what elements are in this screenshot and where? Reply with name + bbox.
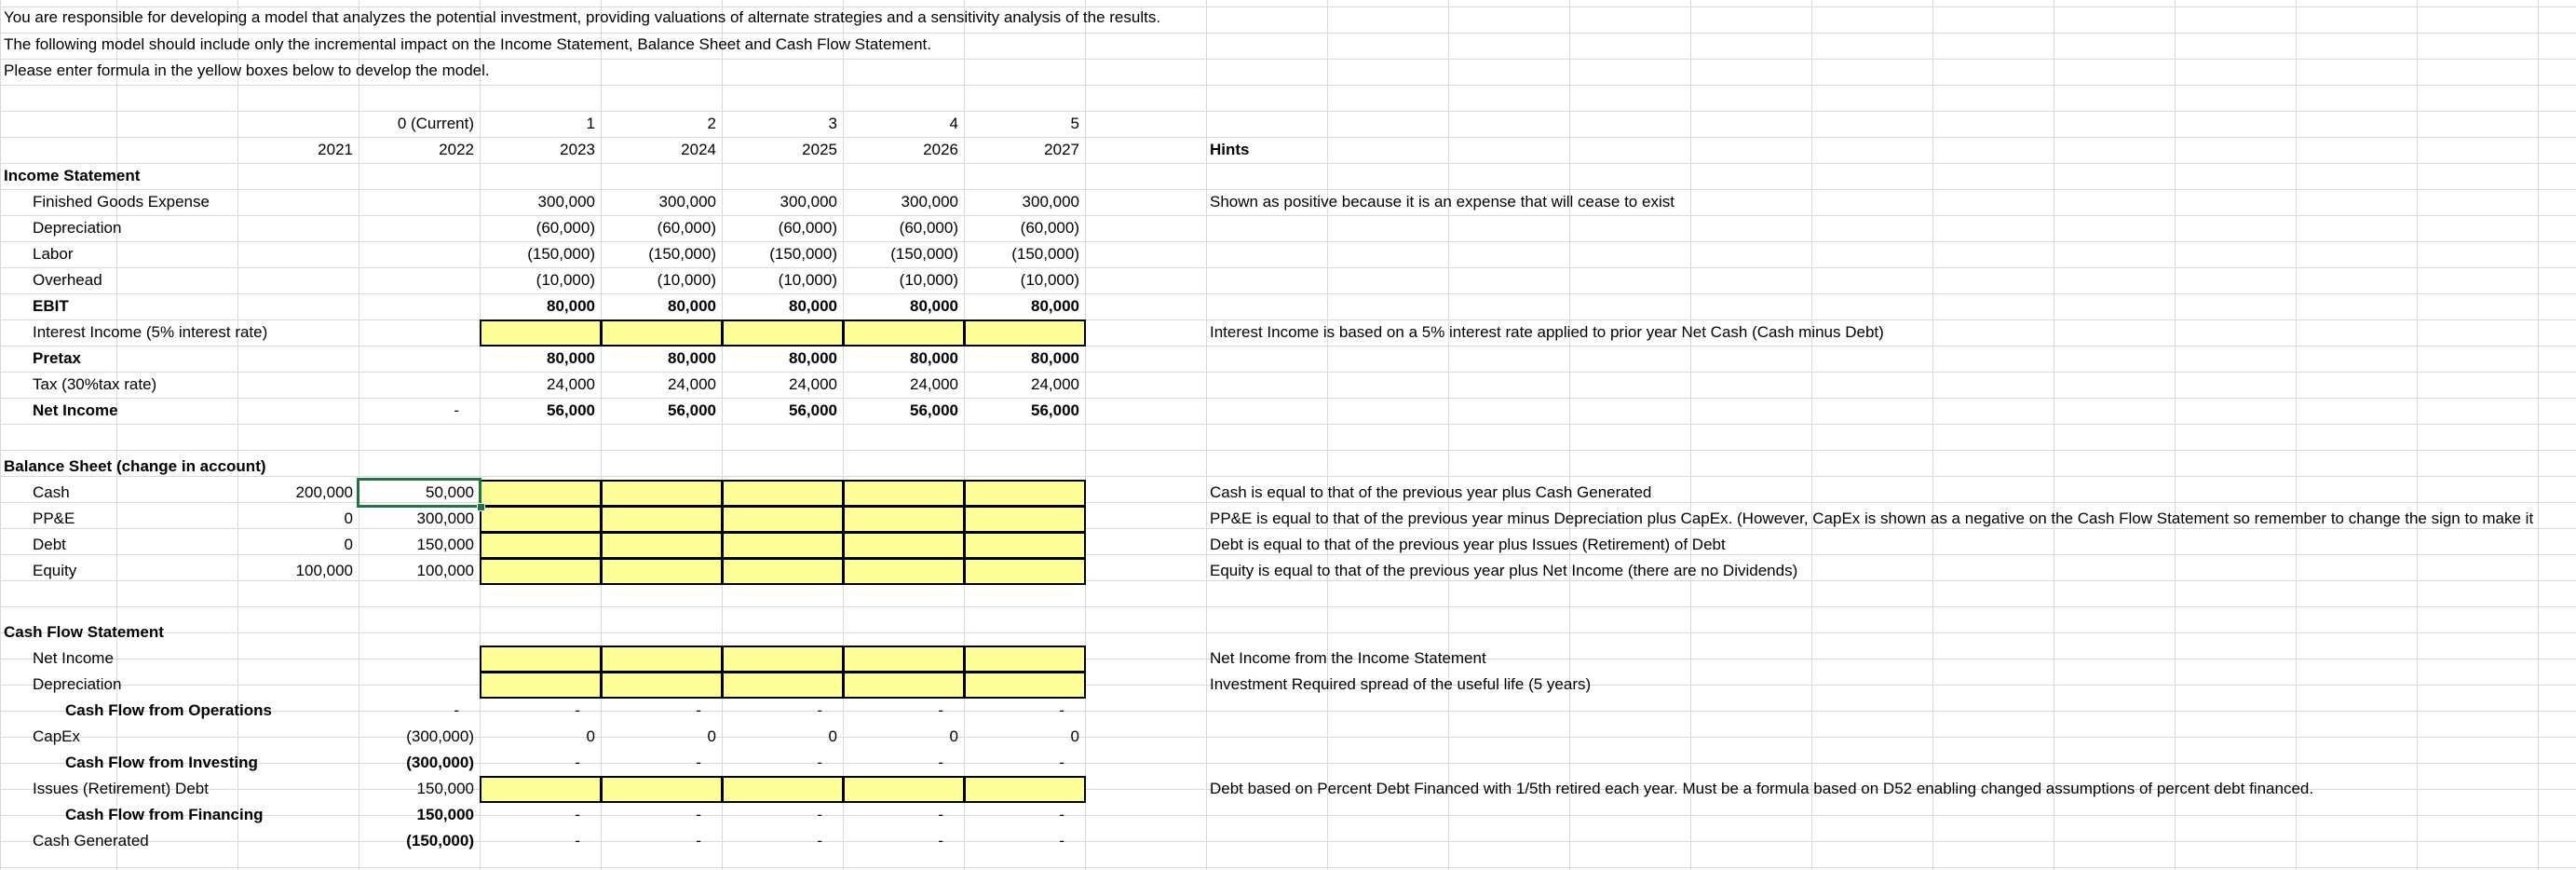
gridline-horizontal (0, 867, 2576, 868)
cell-value[interactable]: 24,000 (668, 375, 716, 393)
cell-value[interactable]: (10,000) (657, 271, 716, 289)
period-label-4: 4 (949, 115, 958, 132)
intro-line-2: The following model should include only the incremental impact on the Income Statement, Balance Sheet and Cash Flow Statement. (4, 35, 932, 53)
input-ppe-cell[interactable] (843, 506, 965, 533)
cell-value[interactable]: 24,000 (910, 375, 958, 393)
input-debt-cell[interactable] (601, 532, 723, 559)
row-label-cf-net-income: Net Income (33, 649, 114, 667)
cell-value[interactable]: 80,000 (547, 297, 595, 315)
cell-value[interactable]: (10,000) (899, 271, 958, 289)
input-cash-cell[interactable] (964, 480, 1086, 507)
cell-value[interactable]: 56,000 (1031, 401, 1079, 419)
row-label-cf-operations: Cash Flow from Operations (65, 701, 272, 719)
year-2022: 2022 (439, 141, 474, 158)
cell-value[interactable]: - (817, 832, 822, 850)
cell-value[interactable]: 24,000 (789, 375, 837, 393)
gridline-horizontal (0, 476, 2576, 477)
input-interest-income-cell[interactable] (722, 319, 844, 347)
cell-value[interactable]: - (817, 701, 822, 719)
cell-value[interactable]: 300,000 (1022, 193, 1079, 211)
row-label-pretax: Pretax (33, 349, 81, 367)
input-cf-depreciation-cell[interactable] (843, 672, 965, 699)
gridline-horizontal (0, 606, 2576, 607)
cell-value[interactable]: 80,000 (668, 297, 716, 315)
input-equity-cell[interactable] (601, 558, 723, 585)
active-cell-selection[interactable] (357, 478, 481, 508)
gridline-vertical (2417, 0, 2418, 870)
cell-value[interactable]: 300,000 (658, 193, 716, 211)
hint-cf-depreciation: Investment Required spread of the useful life (5 years) (1210, 675, 1592, 693)
cell-value[interactable]: 56,000 (789, 401, 837, 419)
row-label-cf-investing: Cash Flow from Investing (65, 754, 258, 771)
row-label-issues-debt: Issues (Retirement) Debt (33, 780, 209, 797)
hint-issues-debt: Debt based on Percent Debt Financed with 1/5th retired each year. Must be a formula based on D52 enabling changed assumptions of percent debt financed. (1210, 780, 2314, 797)
cell-value[interactable]: - (454, 701, 459, 719)
cell-value[interactable]: (150,000) (890, 245, 958, 263)
gridline-vertical (1448, 0, 1449, 870)
hints-header: Hints (1210, 141, 1250, 158)
cell-value[interactable]: (60,000) (1020, 219, 1079, 237)
input-cash-cell[interactable] (843, 480, 965, 507)
input-interest-income-cell[interactable] (964, 319, 1086, 347)
input-debt-cell[interactable] (722, 532, 844, 559)
gridline-horizontal (0, 372, 2576, 373)
cell-value[interactable]: - (696, 754, 701, 771)
cell-value[interactable]: - (454, 401, 459, 419)
cell-value[interactable]: 0 (949, 727, 958, 745)
input-equity-cell[interactable] (722, 558, 844, 585)
year-2023: 2023 (560, 141, 595, 158)
cell-value[interactable]: 50,000 (426, 483, 474, 501)
cell-value[interactable]: 100,000 (416, 562, 474, 579)
cell-value[interactable]: - (938, 701, 943, 719)
cell-value[interactable]: 56,000 (547, 401, 595, 419)
input-interest-income-cell[interactable] (480, 319, 602, 347)
input-equity-cell[interactable] (843, 558, 965, 585)
year-2026: 2026 (923, 141, 958, 158)
row-label-overhead: Overhead (33, 271, 102, 289)
period-label-2: 2 (707, 115, 716, 132)
cell-value[interactable]: 300,000 (901, 193, 958, 211)
cell-value[interactable]: (150,000) (527, 245, 595, 263)
gridline-horizontal (0, 241, 2576, 242)
hint-cf-net-income: Net Income from the Income Statement (1210, 649, 1486, 667)
row-label-cf-depreciation: Depreciation (33, 675, 122, 693)
year-2024: 2024 (681, 141, 716, 158)
gridline-horizontal (0, 163, 2576, 164)
row-label-labor: Labor (33, 245, 74, 263)
cell-value[interactable]: 150,000 (416, 806, 474, 823)
gridline-vertical (1327, 0, 1328, 870)
gridline-vertical (2175, 0, 2176, 870)
hint-finished-goods: Shown as positive because it is an expense that will cease to exist (1210, 193, 1674, 211)
cell-value[interactable]: - (817, 754, 822, 771)
input-issues-debt-cell[interactable] (843, 776, 965, 803)
cell-value[interactable]: - (696, 832, 701, 850)
cell-value[interactable]: 80,000 (668, 349, 716, 367)
cell-value[interactable]: - (817, 806, 822, 823)
cell-value[interactable]: 150,000 (416, 536, 474, 553)
cell-value[interactable]: (10,000) (778, 271, 837, 289)
input-ppe-cell[interactable] (964, 506, 1086, 533)
input-ppe-cell[interactable] (480, 506, 602, 533)
cell-value[interactable]: 0 (344, 536, 353, 553)
gridline-vertical (1811, 0, 1812, 870)
period-label-3: 3 (828, 115, 837, 132)
row-label-equity: Equity (33, 562, 77, 579)
input-equity-cell[interactable] (480, 558, 602, 585)
cell-value[interactable]: - (575, 806, 580, 823)
period-label-current: 0 (Current) (397, 115, 474, 132)
input-cf-net-income-cell[interactable] (601, 646, 723, 673)
year-2025: 2025 (802, 141, 837, 158)
input-cash-cell[interactable] (480, 480, 602, 507)
cell-value[interactable]: 24,000 (1031, 375, 1079, 393)
cell-value[interactable]: 100,000 (295, 562, 353, 579)
cell-value[interactable]: - (696, 701, 701, 719)
cell-value[interactable]: 24,000 (547, 375, 595, 393)
cell-value[interactable]: - (1059, 806, 1064, 823)
cell-value[interactable]: (60,000) (536, 219, 595, 237)
cell-value[interactable]: (300,000) (406, 754, 474, 771)
row-label-interest-income: Interest Income (5% interest rate) (33, 323, 268, 341)
input-cf-depreciation-cell[interactable] (601, 672, 723, 699)
input-cf-depreciation-cell[interactable] (964, 672, 1086, 699)
input-debt-cell[interactable] (480, 532, 602, 559)
input-interest-income-cell[interactable] (843, 319, 965, 347)
input-cash-cell[interactable] (601, 480, 723, 507)
cell-value[interactable]: 80,000 (1031, 349, 1079, 367)
cash-flow-title: Cash Flow Statement (4, 623, 164, 641)
gridline-horizontal (0, 424, 2576, 425)
gridline-horizontal (0, 267, 2576, 268)
row-label-ebit: EBIT (33, 297, 69, 315)
intro-line-1: You are responsible for developing a model that analyzes the potential investment, providing valuations of alternate strategies and a sensitivity analysis of the results. (4, 8, 1161, 26)
row-label-cash-generated: Cash Generated (33, 832, 149, 850)
cell-value[interactable]: 0 (707, 727, 716, 745)
intro-line-3: Please enter formula in the yellow boxes below to develop the model. (4, 61, 490, 79)
gridline-vertical (1206, 0, 1207, 870)
cell-value[interactable]: 0 (1070, 727, 1079, 745)
cell-value[interactable]: (60,000) (899, 219, 958, 237)
cell-value[interactable]: 80,000 (789, 297, 837, 315)
period-label-1: 1 (586, 115, 595, 132)
row-label-depreciation: Depreciation (33, 219, 122, 237)
cell-value[interactable]: (10,000) (1020, 271, 1079, 289)
input-issues-debt-cell[interactable] (601, 776, 723, 803)
hint-equity: Equity is equal to that of the previous year plus Net Income (there are no Dividends) (1210, 562, 1798, 579)
gridline-horizontal (0, 346, 2576, 347)
input-issues-debt-cell[interactable] (722, 776, 844, 803)
cell-value[interactable]: (60,000) (657, 219, 716, 237)
input-interest-income-cell[interactable] (601, 319, 723, 347)
gridline-vertical (1690, 0, 1691, 870)
input-cf-net-income-cell[interactable] (964, 646, 1086, 673)
cell-value[interactable]: 80,000 (547, 349, 595, 367)
cell-value[interactable]: 80,000 (1031, 297, 1079, 315)
gridline-vertical (2538, 0, 2539, 870)
row-label-tax: Tax (30%tax rate) (33, 375, 157, 393)
row-label-ppe: PP&E (33, 510, 75, 527)
input-equity-cell[interactable] (964, 558, 1086, 585)
gridline-horizontal (0, 215, 2576, 216)
cell-value[interactable]: 150,000 (416, 780, 474, 797)
row-label-capex: CapEx (33, 727, 81, 745)
gridline-horizontal (0, 85, 2576, 86)
period-label-5: 5 (1070, 115, 1079, 132)
cell-value[interactable]: (10,000) (536, 271, 595, 289)
year-2027: 2027 (1044, 141, 1079, 158)
year-2021: 2021 (318, 141, 353, 158)
input-issues-debt-cell[interactable] (964, 776, 1086, 803)
input-debt-cell[interactable] (964, 532, 1086, 559)
cell-value[interactable]: - (938, 832, 943, 850)
cell-value[interactable]: 300,000 (416, 510, 474, 527)
cell-value[interactable]: - (938, 754, 943, 771)
fill-handle[interactable] (477, 503, 485, 511)
gridline-vertical (2296, 0, 2297, 870)
input-cf-net-income-cell[interactable] (843, 646, 965, 673)
row-label-cf-financing: Cash Flow from Financing (65, 806, 264, 823)
cell-value[interactable]: - (1059, 754, 1064, 771)
cell-value[interactable]: (60,000) (778, 219, 837, 237)
hint-interest-income: Interest Income is based on a 5% interest rate applied to prior year Net Cash (Cash minus Debt) (1210, 323, 1884, 341)
balance-sheet-title: Balance Sheet (change in account) (4, 457, 266, 475)
cell-value[interactable]: 200,000 (295, 483, 353, 501)
cell-value[interactable]: 56,000 (668, 401, 716, 419)
input-cash-cell[interactable] (722, 480, 844, 507)
gridline-vertical (1085, 0, 1086, 870)
cell-value[interactable]: (150,000) (769, 245, 837, 263)
cell-value[interactable]: 0 (586, 727, 595, 745)
cell-value[interactable]: 56,000 (910, 401, 958, 419)
row-label-net-income: Net Income (33, 401, 118, 419)
input-cf-depreciation-cell[interactable] (722, 672, 844, 699)
cell-value[interactable]: - (575, 754, 580, 771)
input-debt-cell[interactable] (843, 532, 965, 559)
gridline-horizontal (0, 293, 2576, 294)
cell-value[interactable]: (150,000) (1011, 245, 1079, 263)
input-cf-depreciation-cell[interactable] (480, 672, 602, 699)
gridline-vertical (1932, 0, 1933, 870)
cell-value[interactable]: - (938, 806, 943, 823)
income-statement-title: Income Statement (4, 167, 141, 184)
cell-value[interactable]: (150,000) (648, 245, 716, 263)
cell-value[interactable]: 300,000 (537, 193, 595, 211)
gridline-vertical (1569, 0, 1570, 870)
cell-value[interactable]: - (1059, 701, 1064, 719)
cell-value[interactable]: 80,000 (789, 349, 837, 367)
gridline-horizontal (0, 632, 2576, 633)
input-issues-debt-cell[interactable] (480, 776, 602, 803)
row-label-cash: Cash (33, 483, 70, 501)
input-ppe-cell[interactable] (722, 506, 844, 533)
hint-ppe: PP&E is equal to that of the previous year minus Depreciation plus CapEx. (However, CapEx is shown as a negative on the Cash Flow Statement so remember to change the sign to make it (1210, 510, 2534, 527)
cell-value[interactable]: (300,000) (406, 727, 474, 745)
cell-value[interactable]: 0 (828, 727, 837, 745)
cell-value[interactable]: 80,000 (910, 349, 958, 367)
cell-value[interactable]: 80,000 (910, 297, 958, 315)
hint-debt: Debt is equal to that of the previous year plus Issues (Retirement) of Debt (1210, 536, 1726, 553)
input-ppe-cell[interactable] (601, 506, 723, 533)
row-label-finished-goods: Finished Goods Expense (33, 193, 210, 211)
cell-value[interactable]: (150,000) (406, 832, 474, 850)
hint-cash: Cash is equal to that of the previous year plus Cash Generated (1210, 483, 1652, 501)
cell-value[interactable]: - (575, 701, 580, 719)
gridline-horizontal (0, 450, 2576, 451)
cell-value[interactable]: - (575, 832, 580, 850)
input-cf-net-income-cell[interactable] (480, 646, 602, 673)
cell-value[interactable]: - (1059, 832, 1064, 850)
cell-value[interactable]: 0 (344, 510, 353, 527)
cell-value[interactable]: 300,000 (780, 193, 837, 211)
cell-value[interactable]: - (696, 806, 701, 823)
input-cf-net-income-cell[interactable] (722, 646, 844, 673)
row-label-debt: Debt (33, 536, 66, 553)
